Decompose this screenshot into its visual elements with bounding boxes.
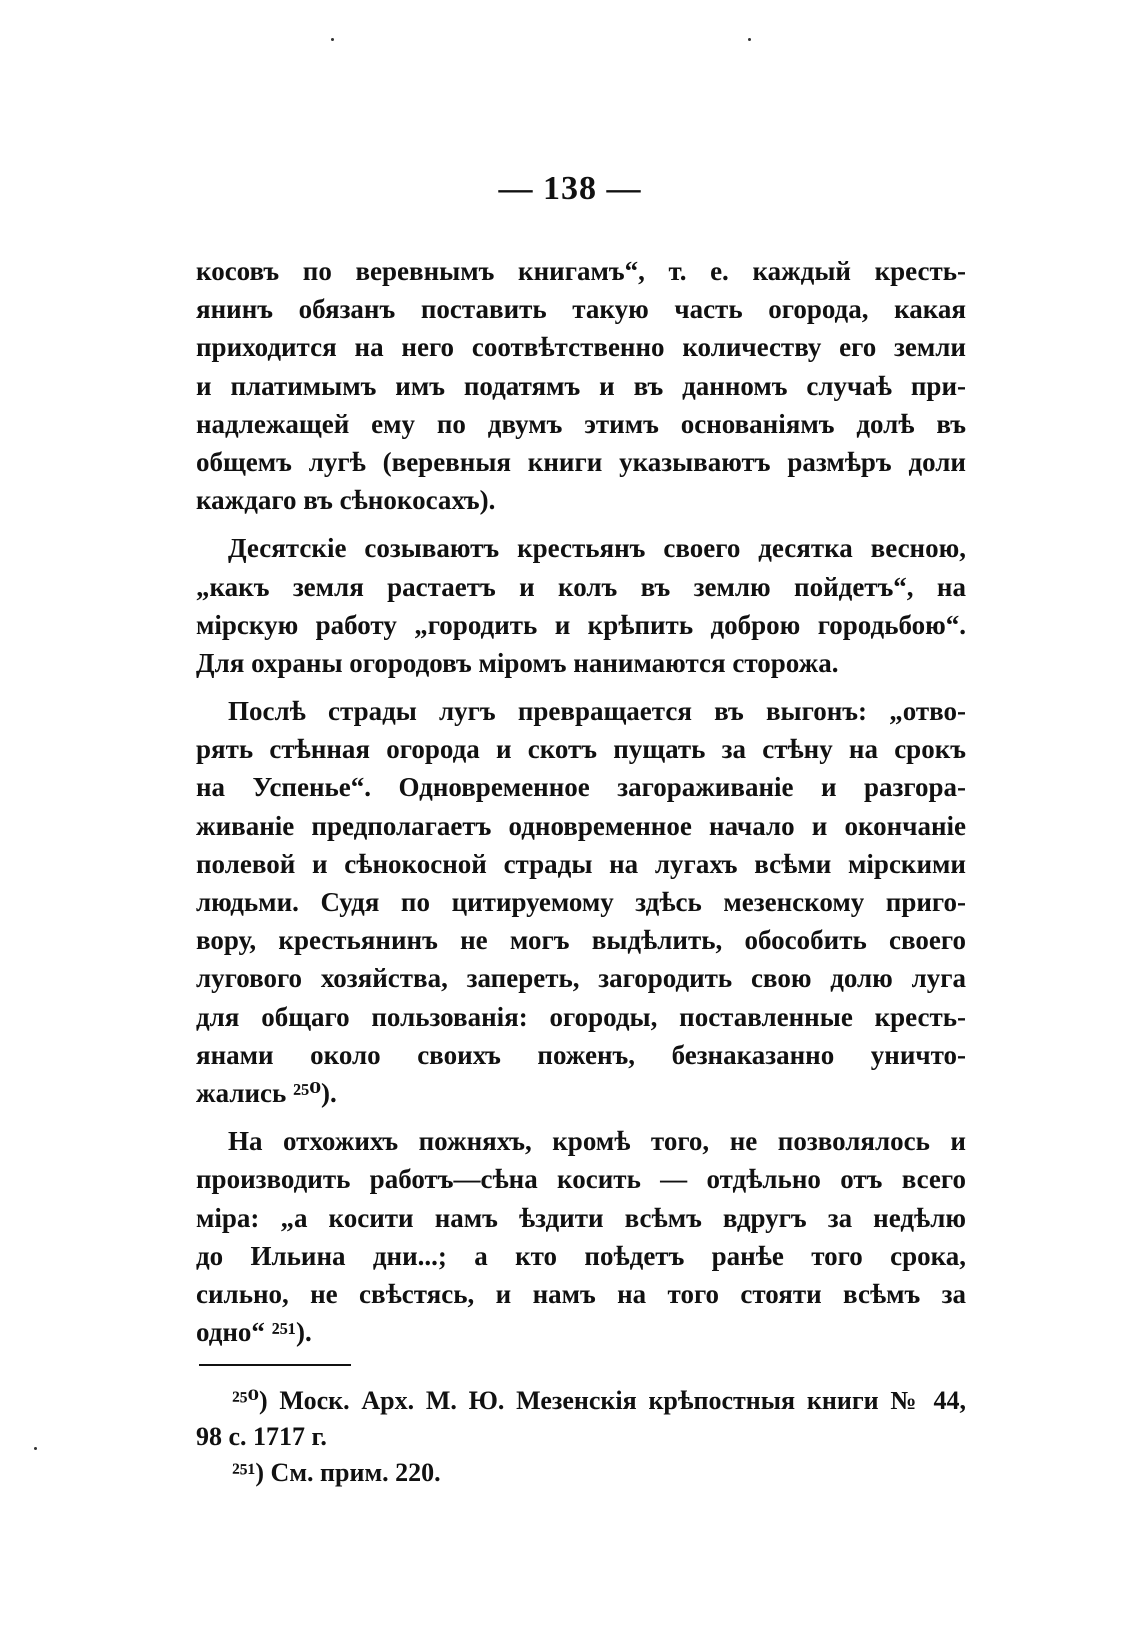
footnote-251 <box>196 1455 966 1491</box>
text-line: для общаго пользованія: огороды, поставленные кресть- <box>196 1001 966 1032</box>
paragraph-4 <box>196 1122 966 1351</box>
text-line: На отхожихъ пожняхъ, кромѣ того, не позволялось и <box>228 1126 966 1157</box>
paragraph-1 <box>196 252 966 519</box>
body-text <box>196 252 966 1351</box>
text-line: полевой и сѣнокосной страды на лугахъ всѣми мірскими <box>196 848 966 879</box>
text-line: Десятскіе созываютъ крестьянъ своего десятка весною, <box>228 533 966 564</box>
footnote-divider <box>199 1364 351 1366</box>
text-line: людьми. Судя по цитируемому здѣсь мезенскому приго- <box>196 887 966 917</box>
text-line: вору, крестьянинъ не могъ выдѣлить, обособить своего <box>196 925 966 956</box>
footnote-line: ²⁵¹) См. прим. 220. <box>232 1458 441 1487</box>
text-line: сильно, не свѣстясь, и намъ на того стояти всѣмъ за <box>196 1278 966 1309</box>
text-line: производить работъ—сѣна косить — отдѣльно отъ всего <box>196 1164 966 1195</box>
footnotes <box>196 1383 966 1491</box>
text-line: „какъ земля растаетъ и колъ въ землю пойдетъ“, на <box>196 571 966 602</box>
text-line: живаніе предполагаетъ одновременное начало и окончаніе <box>196 810 966 841</box>
text-line: Для охраны огородовъ міромъ нанимаются сторожа. <box>196 647 839 678</box>
footnote-250 <box>196 1383 966 1455</box>
text-line: одно“ ²⁵¹). <box>196 1317 312 1348</box>
text-line: жались ²⁵⁰). <box>196 1077 337 1108</box>
scan-speck <box>748 38 751 41</box>
footnote-line: ²⁵⁰) Моск. Арх. М. Ю. Мезенскія крѣпостныя книги № 44, <box>232 1386 966 1415</box>
text-line: лугового хозяйства, запереть, загородить свою долю луга <box>196 963 966 994</box>
text-line: каждаго въ сѣнокосахъ). <box>196 485 496 516</box>
text-line: янами около своихъ поженъ, безнаказанно уничто- <box>196 1039 966 1070</box>
text-line: янинъ обязанъ поставить такую часть огорода, какая <box>196 294 966 325</box>
footnote-line: 98 с. 1717 г. <box>196 1422 327 1451</box>
page-number: — 138 — <box>498 170 642 207</box>
paragraph-2 <box>196 529 966 682</box>
text-line: общемъ лугѣ (веревныя книги указываютъ размѣръ доли <box>196 446 966 477</box>
text-line: и платимымъ имъ податямъ и въ данномъ случаѣ при- <box>196 370 966 401</box>
text-line: приходится на него соотвѣтственно количеству его земли <box>196 332 966 363</box>
text-line: надлежащей ему по двумъ этимъ основаніямъ долѣ въ <box>196 408 966 439</box>
paragraph-3 <box>196 692 966 1112</box>
text-line: Послѣ страды лугъ превращается въ выгонъ: „отво- <box>228 696 966 727</box>
text-line: косовъ по веревнымъ книгамъ“, т. е. каждый кресть- <box>196 256 966 286</box>
text-line: до Ильина дни...; а кто поѣдетъ ранѣе того срока, <box>196 1240 966 1271</box>
text-line: рять стѣнная огорода и скотъ пущать за стѣну на срокъ <box>196 734 966 765</box>
text-line: мірскую работу „городить и крѣпить доброю городьбою“. <box>196 609 966 640</box>
text-line: на Успенье“. Одновременное загораживаніе и разгора- <box>196 772 966 803</box>
text-line: міра: „а косити намъ ѣздити всѣмъ вдругъ за недѣлю <box>196 1202 966 1233</box>
scan-speck <box>34 1447 37 1450</box>
scan-speck <box>331 38 334 41</box>
